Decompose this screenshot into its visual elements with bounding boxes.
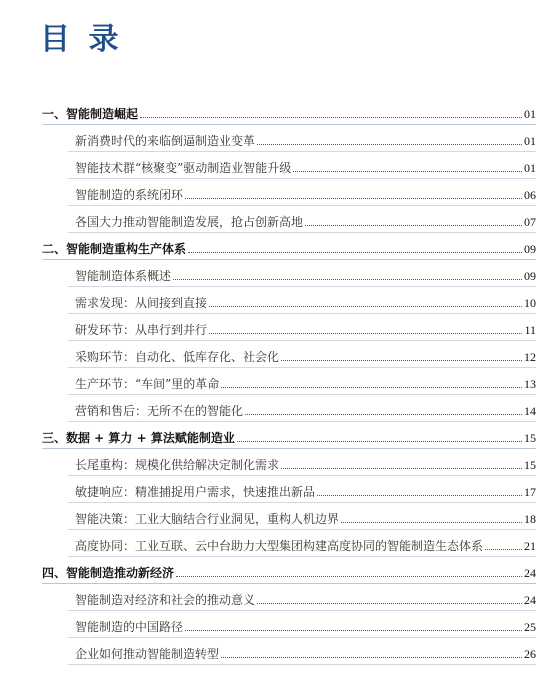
divider: [68, 394, 536, 395]
toc-subsection-3-1[interactable]: [75, 453, 536, 473]
divider: [42, 124, 536, 125]
toc-subsection-2-2[interactable]: [75, 291, 536, 311]
divider: [68, 556, 536, 557]
toc-subsection-2-6-label: 营销和售后：无所不在的智能化: [75, 404, 244, 418]
toc-subsection-2-3-page-number: 11: [524, 323, 536, 337]
toc-subsection-3-3-label: 智能决策：工业大脑结合行业洞见，重构人机边界: [75, 512, 340, 526]
dot-leader: [173, 278, 522, 280]
toc-section-3-page-number: 15: [524, 431, 536, 445]
divider: [68, 340, 536, 341]
dot-leader: [281, 467, 522, 469]
dot-leader: [293, 170, 522, 172]
toc-subsection-4-3[interactable]: [75, 642, 536, 662]
toc-subsection-4-2-label: 智能制造的中国路径: [75, 620, 184, 634]
toc-section-3-label: 三、数据 + 算力 + 算法赋能制造业: [42, 431, 235, 445]
dot-leader: [257, 143, 522, 145]
toc-subsection-2-3[interactable]: [75, 318, 536, 338]
dot-leader: [188, 251, 522, 253]
toc-subsection-4-1-label: 智能制造对经济和社会的推动意义: [75, 593, 256, 607]
toc-subsection-3-4-label: 高度协同：工业互联、云中台助力大型集团构建高度协同的智能制造生态体系: [75, 539, 484, 553]
toc-subsection-1-1[interactable]: [75, 129, 536, 149]
toc-subsection-2-5-page-number: 13: [524, 377, 536, 391]
dot-leader: [221, 386, 522, 388]
toc-section-1[interactable]: [42, 102, 536, 122]
toc-subsection-4-2-page-number: 25: [524, 620, 536, 634]
dot-leader: [305, 224, 522, 226]
dot-leader: [341, 521, 522, 523]
divider: [68, 637, 536, 638]
divider: [68, 475, 536, 476]
divider: [68, 205, 536, 206]
toc-subsection-1-4-label: 各国大力推动智能制造发展，抢占创新高地: [75, 215, 304, 229]
dot-leader: [485, 548, 522, 550]
toc-subsection-1-3[interactable]: [75, 183, 536, 203]
toc-subsection-4-1-page-number: 24: [524, 593, 536, 607]
toc-subsection-3-2[interactable]: [75, 480, 536, 500]
divider: [68, 232, 536, 233]
toc-subsection-2-3-label: 研发环节：从串行到并行: [75, 323, 208, 337]
toc-section-1-label: 一、智能制造崛起: [42, 107, 139, 121]
toc-section-2-page-number: 09: [524, 242, 536, 256]
toc-subsection-3-1-page-number: 15: [524, 458, 536, 472]
toc-subsection-2-2-label: 需求发现：从间接到直接: [75, 296, 208, 310]
toc-subsection-1-3-page-number: 06: [524, 188, 536, 202]
dot-leader: [209, 305, 522, 307]
divider: [68, 502, 536, 503]
dot-leader: [221, 656, 522, 658]
toc-subsection-1-1-page-number: 01: [524, 134, 536, 148]
dot-leader: [185, 197, 522, 199]
toc-subsection-1-4[interactable]: [75, 210, 536, 230]
toc-subsection-3-4-page-number: 21: [524, 539, 536, 553]
toc-subsection-2-1[interactable]: [75, 264, 536, 284]
dot-leader: [257, 602, 522, 604]
toc-section-1-page-number: 01: [524, 107, 536, 121]
divider: [68, 151, 536, 152]
dot-leader: [140, 116, 522, 118]
divider: [68, 421, 536, 422]
toc-subsection-4-2[interactable]: [75, 615, 536, 635]
toc-subsection-1-4-page-number: 07: [524, 215, 536, 229]
dot-leader: [209, 332, 522, 334]
divider: [68, 529, 536, 530]
divider: [42, 448, 536, 449]
toc-subsection-3-3-page-number: 18: [524, 512, 536, 526]
toc-subsection-1-3-label: 智能制造的系统闭环: [75, 188, 184, 202]
divider: [42, 259, 536, 260]
toc-section-3[interactable]: [42, 426, 536, 446]
divider: [42, 583, 536, 584]
toc-subsection-3-3[interactable]: [75, 507, 536, 527]
dot-leader: [281, 359, 522, 361]
toc-subsection-2-6-page-number: 14: [524, 404, 536, 418]
toc-subsection-3-1-label: 长尾重构：规模化供给解决定制化需求: [75, 458, 280, 472]
toc-subsection-2-4-page-number: 12: [524, 350, 536, 364]
dot-leader: [237, 440, 522, 442]
toc-subsection-2-5-label: 生产环节：“车间”里的革命: [75, 377, 220, 391]
toc-subsection-3-2-page-number: 17: [524, 485, 536, 499]
toc-subsection-1-2-label: 智能技术群“核聚变”驱动制造业智能升级: [75, 161, 292, 175]
divider: [68, 286, 536, 287]
toc-subsection-4-3-page-number: 26: [524, 647, 536, 661]
divider: [68, 313, 536, 314]
toc-subsection-4-3-label: 企业如何推动智能制造转型: [75, 647, 220, 661]
toc-subsection-2-4-label: 采购环节：自动化、低库存化、社会化: [75, 350, 280, 364]
toc-subsection-4-1[interactable]: [75, 588, 536, 608]
toc-section-4-label: 四、智能制造推动新经济: [42, 566, 175, 580]
toc-subsection-2-1-page-number: 09: [524, 269, 536, 283]
toc-subsection-2-6[interactable]: [75, 399, 536, 419]
dot-leader: [317, 494, 522, 496]
divider: [68, 367, 536, 368]
toc-subsection-2-4[interactable]: [75, 345, 536, 365]
divider: [68, 664, 536, 665]
toc-subsection-1-2[interactable]: [75, 156, 536, 176]
dot-leader: [185, 629, 522, 631]
toc-subsection-2-2-page-number: 10: [524, 296, 536, 310]
page-title: 目 录: [40, 22, 123, 57]
toc-subsection-3-4[interactable]: [75, 534, 536, 554]
toc-section-4[interactable]: [42, 561, 536, 581]
dot-leader: [176, 575, 522, 577]
toc-section-4-page-number: 24: [524, 566, 536, 580]
toc-subsection-1-2-page-number: 01: [524, 161, 536, 175]
divider: [68, 178, 536, 179]
toc-section-2[interactable]: [42, 237, 536, 257]
toc-subsection-3-2-label: 敏捷响应：精准捕捉用户需求，快速推出新品: [75, 485, 316, 499]
divider: [68, 610, 536, 611]
toc-subsection-1-1-label: 新消费时代的来临倒逼制造业变革: [75, 134, 256, 148]
toc-section-2-label: 二、智能制造重构生产体系: [42, 242, 187, 256]
dot-leader: [245, 413, 522, 415]
toc-subsection-2-1-label: 智能制造体系概述: [75, 269, 172, 283]
toc-subsection-2-5[interactable]: [75, 372, 536, 392]
